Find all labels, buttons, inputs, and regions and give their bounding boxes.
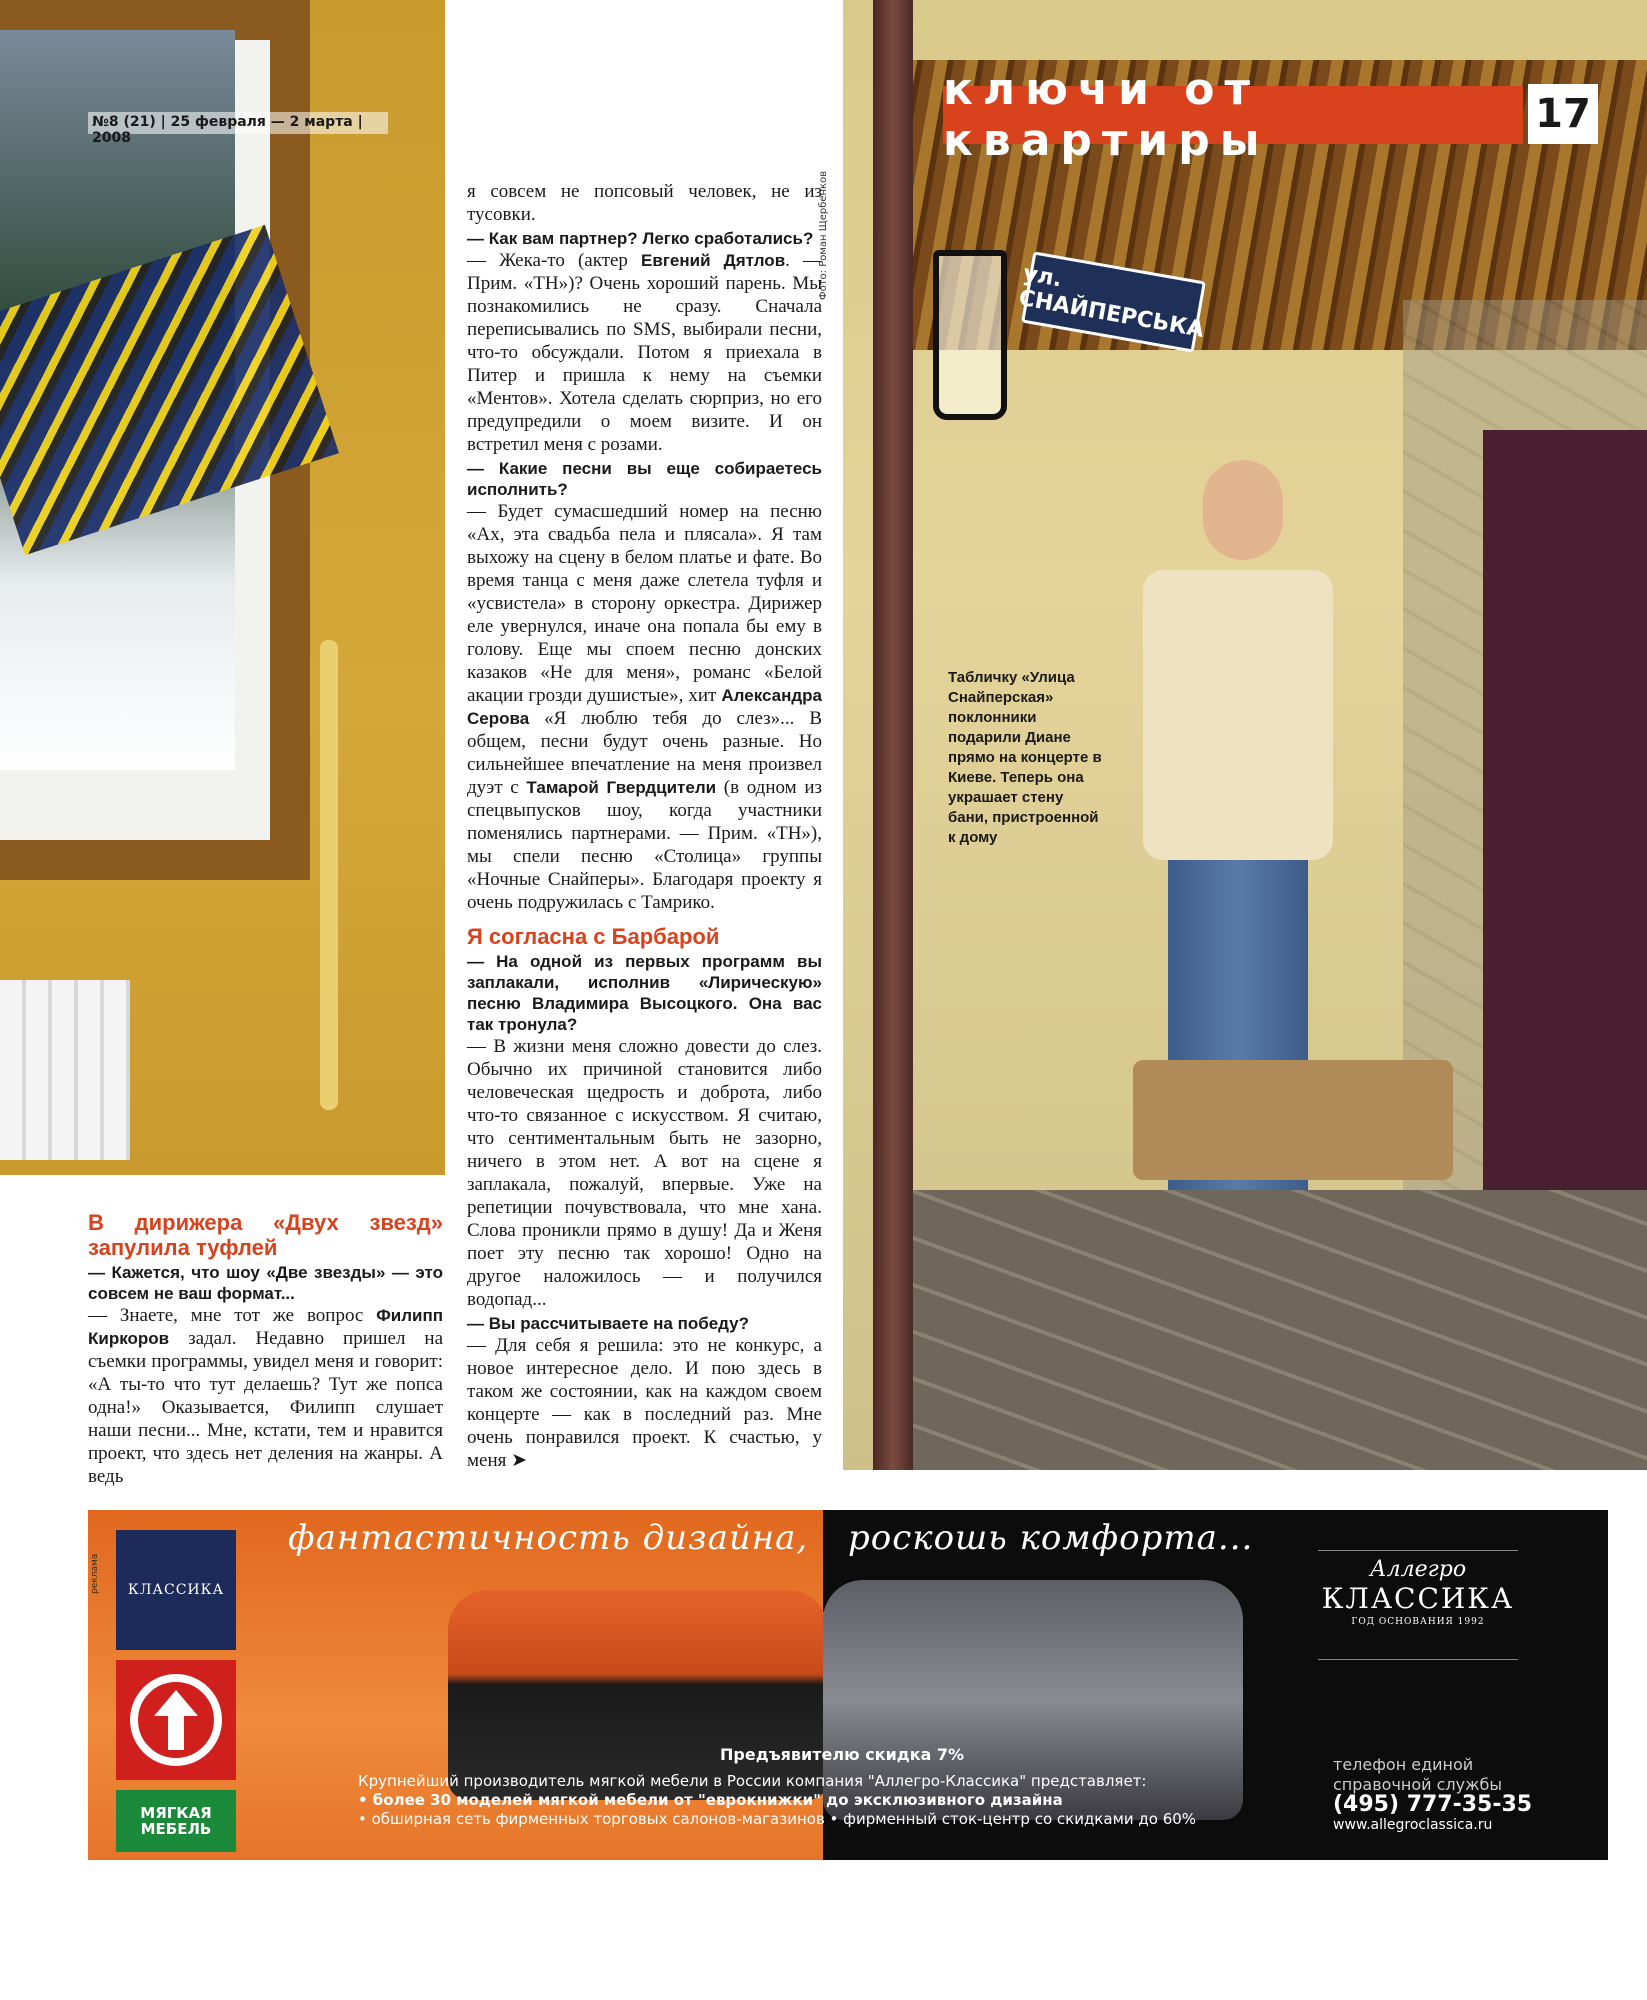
question: — Какие песни вы еще собираетесь исполнить? [467,459,822,499]
up-arrow-icon [126,1670,226,1770]
question: — На одной из первых программ вы заплакали, исполнив «Лирическую» песню Владимира Высоцкого. Она вас так тронула? [467,952,822,1034]
article-column-middle [467,180,822,1470]
ad-slogan-right: роскошь комфорта... [848,1518,1254,1558]
logo-small: ГОД ОСНОВАНИЯ 1992 [1351,1617,1485,1627]
article-column-left [88,1200,443,1487]
ad-line: Крупнейший производитель мягкой мебели в России компания "Аллегро-Классика" представляет: [358,1772,1147,1790]
porch [913,1190,1647,1470]
phone-number[interactable]: (495) 777-35-35 [1333,1792,1533,1817]
photo-window-hammock [0,0,445,1175]
sofa-orange [448,1590,828,1800]
person-name: Филипп Киркоров [88,1306,443,1348]
klassika-logo: КЛАССИКА [116,1530,236,1650]
question: — Кажется, что шоу «Две звезды» — это совсем не ваш формат... [88,1263,443,1303]
answer [88,1304,443,1488]
answer-text: — Жека-то (актер [467,250,642,271]
door [1483,430,1647,1190]
bench [1133,1060,1453,1180]
ad-line: • обширная сеть фирменных торговых салонов-магазинов • фирменный сток-центр со скидками до 60% [358,1810,1197,1828]
question: — Как вам партнер? Легко сработались? [467,229,814,248]
arrow-logo-icon [116,1660,236,1780]
person-name: Евгений Дятлов [641,251,786,270]
answer: — В жизни меня сложно довести до слез. Обычно их причиной становится либо человеческая щедрость и доброта, либо что-то связанное с искусством. Я считаю, что сентиментальным быть не зазорно, ничего в этом нет. А вот на сцене я заплакала, пожалуй, впервые. Уже на репетиции почувствовала, что мне хана. Слова проникли прямо в душу! Да и Женя поет эту песню так хорошо! Одно на другое наложилось — и получился водопад... [467,1036,822,1310]
answer: я совсем не попсовый человек, не из тусовки. [467,181,822,225]
downpipe [873,0,913,1470]
website-link[interactable]: www.allegroclassica.ru [1333,1817,1493,1833]
answer [467,249,822,456]
answer-text: — Знаете, мне тот же вопрос [88,1305,377,1326]
photo-credit: Фото: Роман Щербенков [818,170,829,300]
logo-big: КЛАССИКА [1321,1582,1515,1615]
radiator [0,980,130,1160]
question: — Вы рассчитываете на победу? [467,1314,750,1333]
ad-bullets [358,1772,1318,1856]
rubric-title: ключи от квартиры [943,86,1523,144]
photo-caption: Табличку «Улица Снайперская» поклонники подарили Диане прямо на концерте в Киеве. Теперь она украшает стену бани, пристроенной к дому [948,669,1102,846]
subhead: Я согласна с Барбарой [467,924,720,949]
ad-slogan-left: фантастичность дизайна, [288,1518,809,1558]
ad-contact [1333,1755,1553,1855]
answer-text: «Я люблю тебя до слез»... В общем, песни будут очень разные. Но сильнейшее впечатление на меня произвел дуэт с [467,708,822,798]
answer-text: — Будет сумасшедший номер на песню «Ах, эта свадьба пела и плясала». Я там выхожу на сцену в белом платье и фате. Во время танца с меня даже слетела туфля и «усвистела» в сторону оркестра. Дирижер еле увернулся, иначе она попала бы ему в голову. Еще мы споем песню донских казаков «Не для меня», романс «Белой акации грозди душистые», хит [467,501,822,706]
answer: — Для себя я решила: это не конкурс, а новое интересное дело. И пою здесь в таком же состоянии, как на каждом своем концерте — как в последний раз. Мне очень понравился проект. К счастью, у меня ➤ [467,1335,822,1471]
allegro-klassika-logo [1318,1550,1518,1660]
street-sign: ул. СНАЙПЕРСЬКА [1021,251,1206,352]
person-head [1203,460,1283,560]
heating-pipe [320,640,338,1110]
ad-line: • более 30 моделей мягкой мебели от "еврокнижки" до эксклюзивного дизайна [358,1791,1063,1809]
person-jacket [1143,570,1333,860]
logo-script: Аллегро [1369,1557,1467,1582]
advertisement[interactable] [88,1510,1608,1860]
person-name: Александра Серова [467,686,822,728]
subhead: В дирижера «Двух звезд» запулила туфлей [88,1210,443,1260]
ad-discount: Предъявителю скидка 7% [720,1745,965,1764]
lantern [933,250,1007,420]
answer-text: задал. Недавно пришел на съемки программы, увидел меня и говорит: «А ты-то что тут делаешь? Тут же попса одна!» Оказывается, Филипп слушает наши песни... Мне, кстати, тем и нравится проект, что здесь нет деления на жанры. А ведь [88,1328,443,1487]
contact-label: телефон единой справочной службы [1333,1755,1503,1794]
person-name: Тамарой Гвердцители [526,778,717,797]
answer [467,500,822,914]
answer-text: . — Прим. «ТН»)? Очень хороший парень. Мы познакомились не сразу. Сначала переписывались по SMS, выбирали песни, что-то обсуждали. Потом я приехала в Питер и пришла к нему на съемки «Ментов». Хотела сделать сюрприз, но его предупредили о моем визите. И он встретил меня с розами. [467,250,822,455]
soft-furniture-logo: МЯГКАЯ МЕБЕЛЬ [116,1790,236,1852]
ad-tag: реклама [90,1553,100,1594]
answer-text: (в одном из спецвыпусков шоу, когда участники поменялись партнерами. — Прим. «ТН»), мы спели песню «Столица» группы «Ночные Снайперы». Благодаря проекту я очень подружилась с Тамрико. [467,777,823,913]
issue-info: №8 (21) | 25 февраля — 2 марта | 2008 [88,112,388,134]
page-number: 17 [1528,84,1598,144]
